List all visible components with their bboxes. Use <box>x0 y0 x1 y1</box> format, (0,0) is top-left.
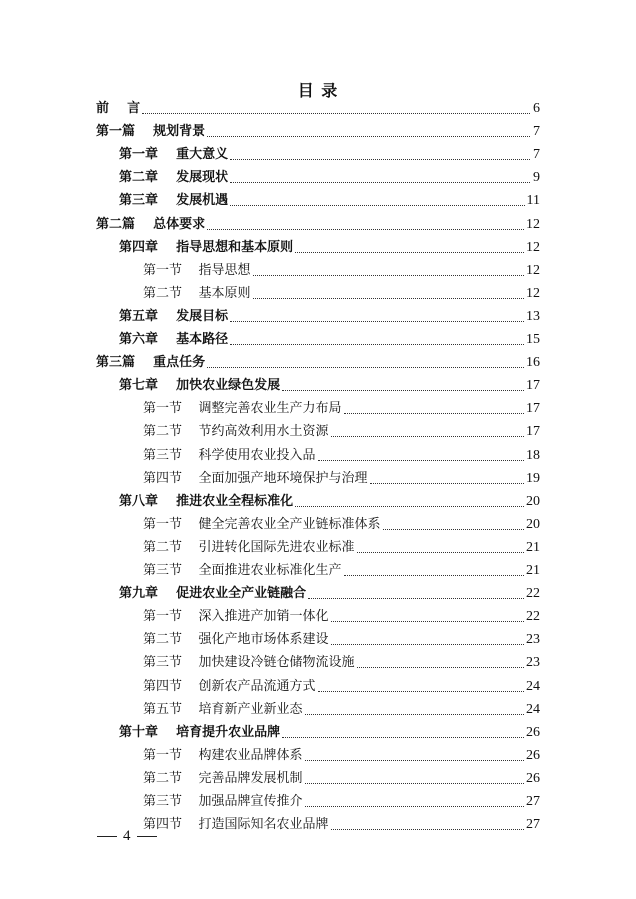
toc-entry-page: 6 <box>533 101 540 116</box>
toc-entry-page: 19 <box>526 470 540 486</box>
toc-entry[interactable] <box>143 561 540 581</box>
toc-entry-label: 第五节 培育新产业新业态 <box>143 701 303 717</box>
dot-leader <box>230 344 524 345</box>
toc-entry-label: 前 言 <box>96 101 141 116</box>
toc-entry[interactable] <box>143 469 540 489</box>
toc-entry-page: 11 <box>526 193 540 209</box>
toc-entry-label: 第二节 基本原则 <box>143 285 251 301</box>
toc-entry-label: 第一节 指导思想 <box>143 262 251 278</box>
footer-dash-left <box>97 836 117 837</box>
dot-leader <box>282 737 524 738</box>
toc-entry-label: 第二篇 总体要求 <box>96 216 206 232</box>
dot-leader <box>318 460 524 461</box>
page-footer <box>97 828 157 845</box>
toc-entry-label: 第四节 全面加强产地环境保护与治理 <box>143 470 368 486</box>
toc-entry-page: 17 <box>526 424 540 440</box>
toc-entry[interactable] <box>143 700 540 720</box>
toc-entry[interactable] <box>143 630 540 650</box>
toc-entry-label: 第四章 指导思想和基本原则 <box>119 239 294 255</box>
dot-leader <box>344 575 524 576</box>
toc-entry[interactable] <box>143 607 540 627</box>
toc-entry-label: 第二节 强化产地市场体系建设 <box>143 632 329 648</box>
toc-entry-label: 第六章 基本路径 <box>119 332 229 347</box>
toc-entry[interactable] <box>119 376 540 396</box>
toc-entry-label: 第二节 引进转化国际先进农业标准 <box>143 539 355 555</box>
dot-leader <box>331 436 524 437</box>
dot-leader <box>331 829 524 830</box>
page-number: 4 <box>123 828 131 844</box>
toc-entry[interactable] <box>119 238 540 258</box>
toc-entry[interactable] <box>96 122 540 142</box>
dot-leader <box>357 552 524 553</box>
dot-leader <box>370 483 524 484</box>
dot-leader <box>305 783 524 784</box>
toc-entry[interactable] <box>119 168 540 188</box>
toc-entry-page: 15 <box>526 332 540 347</box>
toc-entry-page: 24 <box>526 678 540 694</box>
toc-entry[interactable] <box>143 769 540 789</box>
dot-leader <box>308 598 524 599</box>
dot-leader <box>344 413 524 414</box>
toc-entry-page: 13 <box>526 308 540 324</box>
dot-leader <box>230 205 524 206</box>
toc-entry-page: 22 <box>526 586 540 602</box>
toc-entry-page: 23 <box>526 655 540 671</box>
toc-entry-label: 第八章 推进农业全程标准化 <box>119 493 294 509</box>
toc-entry-label: 第一章 重大意义 <box>119 147 229 163</box>
toc-entry-page: 9 <box>533 170 540 186</box>
toc-entry-label: 第二节 完善品牌发展机制 <box>143 770 303 786</box>
toc-entry-page: 26 <box>526 770 540 786</box>
toc-entry-page: 27 <box>526 794 540 809</box>
toc-entry[interactable] <box>143 746 540 766</box>
toc-entry[interactable] <box>143 284 540 304</box>
toc-entry-label: 第一节 调整完善农业生产力布局 <box>143 401 342 417</box>
dot-leader <box>230 159 530 160</box>
toc-entry-page: 7 <box>533 124 540 140</box>
toc-entry[interactable] <box>119 723 540 743</box>
dot-leader <box>142 113 530 114</box>
toc-entry[interactable] <box>119 330 540 350</box>
toc-entry-label: 第三节 科学使用农业投入品 <box>143 447 316 463</box>
toc-entry-page: 24 <box>526 701 540 717</box>
dot-leader <box>383 529 524 530</box>
dot-leader <box>305 714 524 715</box>
toc-entry-label: 第三节 全面推进农业标准化生产 <box>143 563 342 578</box>
dot-leader <box>207 229 524 230</box>
toc-entry[interactable] <box>143 815 540 835</box>
dot-leader <box>318 691 524 692</box>
footer-dash-right <box>137 836 157 837</box>
dot-leader <box>305 760 524 761</box>
toc-entry-page: 17 <box>526 401 540 417</box>
toc-entry[interactable] <box>143 677 540 697</box>
toc-entry-page: 23 <box>526 632 540 648</box>
toc-entry-label: 第五章 发展目标 <box>119 308 229 324</box>
toc-entry-page: 22 <box>526 609 540 625</box>
toc-entry-page: 12 <box>526 216 540 232</box>
dot-leader <box>207 367 524 368</box>
dot-leader <box>295 506 524 507</box>
dot-leader <box>282 390 524 391</box>
dot-leader <box>230 182 530 183</box>
toc-entry[interactable] <box>143 399 540 419</box>
dot-leader <box>357 667 524 668</box>
toc-entry[interactable] <box>143 792 540 812</box>
toc-entry[interactable] <box>143 446 540 466</box>
toc-entry[interactable] <box>96 99 540 119</box>
toc-entry[interactable] <box>143 653 540 673</box>
toc-entry[interactable] <box>119 145 540 165</box>
toc-entry-label: 第一节 健全完善农业全产业链标准体系 <box>143 516 381 532</box>
dot-leader <box>253 298 524 299</box>
toc-entry-page: 20 <box>526 516 540 532</box>
dot-leader <box>253 275 524 276</box>
toc-entry-label: 第二章 发展现状 <box>119 170 229 186</box>
dot-leader <box>207 136 530 137</box>
toc-entry[interactable] <box>119 307 540 327</box>
toc-entry-label: 第三节 加快建设冷链仓储物流设施 <box>143 655 355 671</box>
toc-entry-label: 第九章 促进农业全产业链融合 <box>119 586 307 602</box>
toc-entry-page: 7 <box>533 147 540 163</box>
toc-entry-label: 第七章 加快农业绿色发展 <box>119 378 281 394</box>
toc-entry-page: 21 <box>526 539 540 555</box>
toc-entry[interactable] <box>96 353 540 373</box>
dot-leader <box>230 321 524 322</box>
toc-entry[interactable] <box>143 538 540 558</box>
toc-entry-label: 第一篇 规划背景 <box>96 124 206 140</box>
toc-entry[interactable] <box>119 492 540 512</box>
toc-entry-label: 第四节 创新农产品流通方式 <box>143 678 316 694</box>
toc-entry[interactable] <box>119 584 540 604</box>
toc-entry-page: 21 <box>526 563 540 578</box>
toc-entry-label: 第三节 加强品牌宣传推介 <box>143 794 303 809</box>
toc-entry-page: 18 <box>526 447 540 463</box>
toc-entry[interactable] <box>143 261 540 281</box>
toc-entry-page: 20 <box>526 493 540 509</box>
dot-leader <box>331 644 524 645</box>
dot-leader <box>295 252 524 253</box>
toc-entry-page: 27 <box>526 817 540 833</box>
toc-entry-page: 26 <box>526 747 540 763</box>
toc-entry-page: 12 <box>526 285 540 301</box>
toc-entry-label: 第一节 构建农业品牌体系 <box>143 747 303 763</box>
toc-entry[interactable] <box>96 215 540 235</box>
toc-entry-label: 第一节 深入推进产加销一体化 <box>143 609 329 625</box>
toc-entry-label: 第十章 培育提升农业品牌 <box>119 724 281 740</box>
toc-title: 目 录 <box>297 81 339 100</box>
toc-entry[interactable] <box>143 515 540 535</box>
dot-leader <box>305 806 524 807</box>
toc-entry-page: 17 <box>526 378 540 394</box>
dot-leader <box>331 621 524 622</box>
toc-entry-page: 12 <box>526 239 540 255</box>
toc-entry-page: 12 <box>526 262 540 278</box>
toc-entry[interactable] <box>143 422 540 442</box>
toc-entry[interactable] <box>119 191 540 211</box>
toc-entry-label: 第四节 打造国际知名农业品牌 <box>143 817 329 833</box>
toc-entry-label: 第三篇 重点任务 <box>96 355 206 371</box>
toc-entry-page: 16 <box>526 355 540 371</box>
toc-entry-label: 第三章 发展机遇 <box>119 193 229 209</box>
toc-entry-label: 第二节 节约高效利用水土资源 <box>143 424 329 440</box>
toc-entry-page: 26 <box>526 724 540 740</box>
